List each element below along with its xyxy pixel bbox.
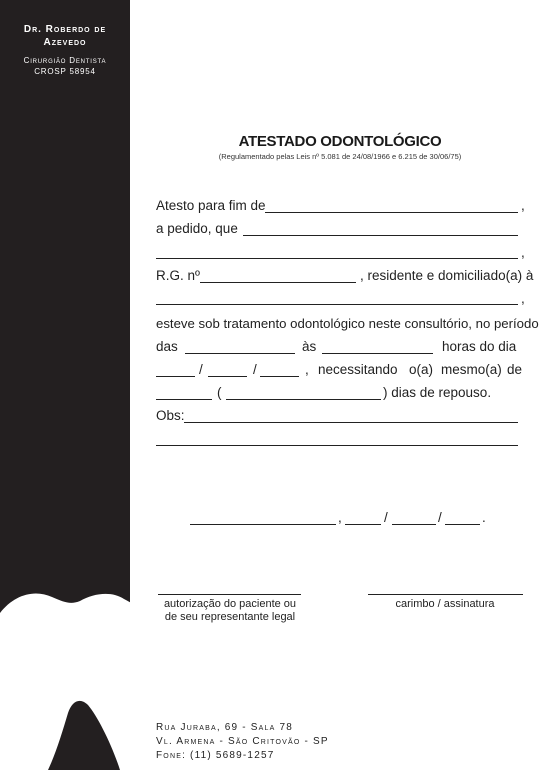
address-field[interactable] — [156, 304, 518, 305]
o-a-label: o(a) — [409, 362, 434, 377]
residente-label: , residente e domiciliado(a) à — [360, 268, 534, 283]
pedido-label: a pedido, que — [156, 221, 238, 236]
footer-phone: Fone: (11) 5689-1257 — [156, 750, 275, 761]
obs-field-cont[interactable] — [156, 445, 518, 446]
patient-name-field[interactable] — [243, 235, 518, 236]
sidebar — [0, 0, 130, 770]
comma-1: , — [521, 198, 525, 213]
patient-signature-label-line1: autorização do paciente ou — [163, 598, 297, 610]
doctor-profession: Cirurgião Dentista — [23, 56, 107, 65]
rest-days-words-field[interactable] — [226, 399, 381, 400]
as-label: às — [302, 339, 317, 354]
year-field[interactable] — [260, 376, 299, 377]
de-label: de — [507, 362, 523, 377]
mesmo-label: mesmo(a) — [441, 362, 502, 377]
patient-name-field-cont[interactable] — [156, 258, 518, 259]
tratamento-text: esteve sob tratamento odontológico neste consultório, no período — [156, 316, 539, 331]
comma-2: , — [521, 245, 525, 260]
month-field[interactable] — [208, 376, 247, 377]
rg-label: R.G. nº — [156, 268, 200, 283]
footer-address-2: Vl. Armena - São Critovão - SP — [156, 736, 329, 747]
tooth-icon — [0, 585, 130, 770]
repouso-label: ) dias de repouso. — [383, 385, 492, 400]
doctor-registration: CROSP 58954 — [34, 67, 96, 76]
dentist-signature-label: carimbo / assinatura — [395, 598, 495, 610]
end-time-field[interactable] — [322, 353, 433, 354]
doctor-credentials — [0, 55, 130, 77]
patient-signature-label-line2: de seu representante legal — [164, 611, 296, 623]
sign-year-field[interactable] — [445, 524, 480, 525]
document-title: ATESTADO ODONTOLÓGICO — [238, 133, 442, 150]
comma-4: , — [305, 362, 309, 377]
period: . — [482, 510, 486, 525]
sign-slash-1: / — [384, 510, 388, 525]
doctor-name — [0, 23, 130, 49]
doctor-name-line1: Dr. Roberdo de — [23, 24, 107, 35]
dentist-signature-line[interactable] — [368, 594, 523, 595]
purpose-field[interactable] — [265, 212, 518, 213]
start-time-field[interactable] — [185, 353, 295, 354]
patient-signature-label — [150, 598, 310, 624]
date-slash-1: / — [199, 362, 203, 377]
atesto-label: Atesto para fim de — [156, 198, 266, 213]
city-field[interactable] — [190, 524, 336, 525]
footer-address-1: Rua Juraba, 69 - Sala 78 — [156, 722, 294, 733]
rest-days-number-field[interactable] — [156, 399, 212, 400]
patient-signature-line[interactable] — [158, 594, 301, 595]
necessitando-label: necessitando — [318, 362, 398, 377]
obs-field[interactable] — [184, 422, 518, 423]
rg-field[interactable] — [200, 282, 356, 283]
paren-open: ( — [217, 385, 222, 400]
sign-day-field[interactable] — [345, 524, 381, 525]
sign-month-field[interactable] — [392, 524, 436, 525]
sign-slash-2: / — [438, 510, 442, 525]
day-field[interactable] — [156, 376, 195, 377]
comma-3: , — [521, 291, 525, 306]
date-slash-2: / — [253, 362, 257, 377]
obs-label: Obs: — [156, 408, 185, 423]
doctor-name-line2: Azevedo — [43, 37, 87, 48]
horas-label: horas do dia — [442, 339, 517, 354]
comma-5: , — [338, 510, 342, 525]
document-subtitle: (Regulamentado pelas Leis nº 5.081 de 24/08/1966 e 6.215 de 30/06/75) — [218, 152, 462, 161]
das-label: das — [156, 339, 178, 354]
